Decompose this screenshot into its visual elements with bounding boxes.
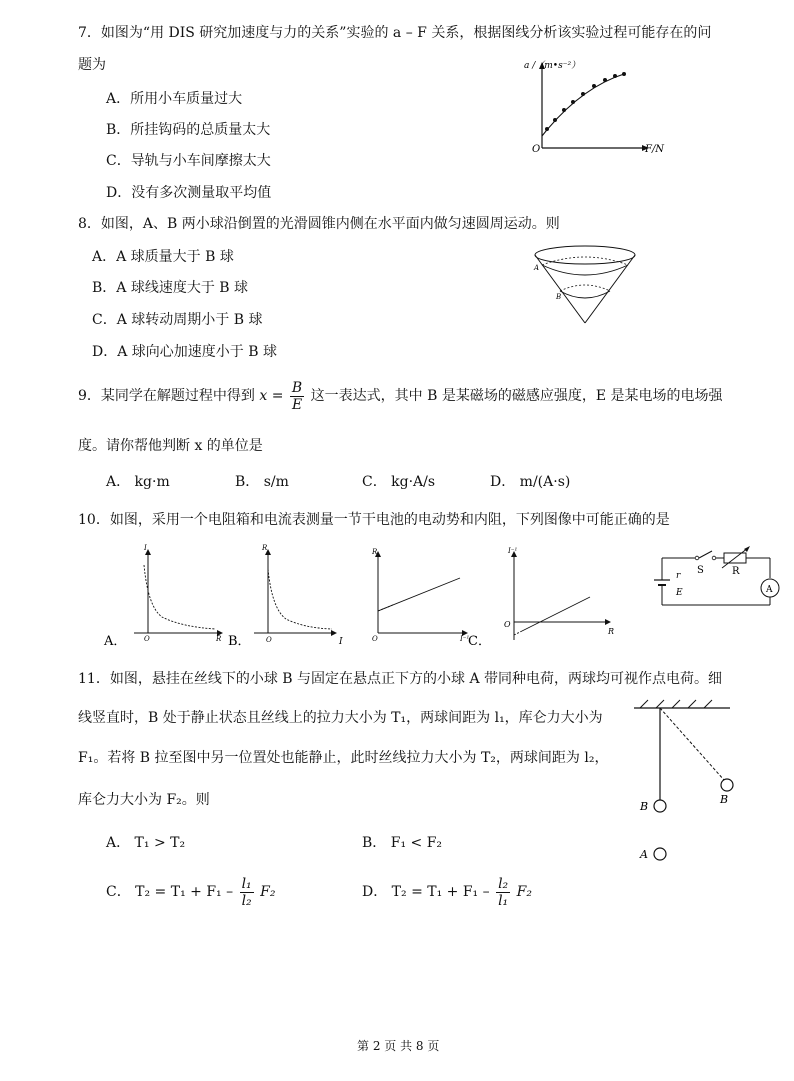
q7-option-b: B．所挂钩码的总质量太大: [106, 122, 271, 138]
q10d-xlabel: R: [608, 627, 615, 636]
q9-stem-line1: [78, 378, 723, 414]
q10-circuit: [650, 548, 790, 618]
q11-line2: 线竖直时，B 处于静止状态且丝线上的拉力大小为 T₁，两球间距为 l₁，库仑力大小为: [78, 710, 603, 726]
q7-graph-ylabel: a /（m•s⁻²）: [524, 61, 581, 71]
page-footer: 第 2 页 共 8 页: [357, 1039, 440, 1053]
q11-optd-num: l₂: [498, 875, 509, 892]
q11-label-b1: B: [640, 800, 649, 813]
q7-af-graph: [520, 58, 670, 158]
q11-optd-fraction: [496, 876, 510, 909]
q11-option-d: [362, 874, 532, 910]
q11-optc-num: l₁: [241, 875, 252, 892]
q11-line1: 11．如图，悬挂在丝线下的小球 B 与固定在悬点正下方的小球 A 带同种电荷，两球均可视作点电荷。细: [78, 671, 723, 687]
q10c-ylabel: R: [372, 548, 378, 556]
q11-figure: [630, 700, 740, 870]
q9-stem-post: 这一表达式，其中 B 是某磁场的磁感应强度，E 是某电场的电场强: [310, 388, 723, 404]
q10a-ylabel: I: [144, 544, 147, 552]
q8-label-a: A: [534, 264, 540, 272]
q7-option-a: A．所用小车质量过大: [106, 91, 243, 107]
q10a-origin: O: [144, 635, 150, 643]
q10b-option-label: B．: [228, 634, 251, 649]
q10c-origin: O: [372, 635, 378, 643]
q9-option-b: B． s/m: [235, 474, 289, 490]
q11-optd-den: l₁: [498, 892, 509, 909]
q10-circuit-s: S: [697, 565, 704, 576]
q10-circuit-rint: r: [676, 571, 681, 581]
q9-stem-line2: 度。请你帮他判断 x 的单位是: [78, 438, 263, 454]
q10b-xlabel: I: [339, 637, 343, 647]
q10a-xlabel: R: [216, 635, 222, 643]
q9-frac-num: B: [291, 379, 303, 396]
q11-optc-fraction: [240, 876, 254, 909]
q7-graph-origin: O: [532, 144, 541, 155]
q9-expr-lhs: x =: [259, 388, 284, 404]
q10d-origin: O: [504, 620, 511, 629]
q9-option-a: A． kg·m: [106, 474, 170, 490]
q9-stem-pre: 9．某同学在解题过程中得到: [78, 388, 255, 404]
q11-line4: 库仑力大小为 F₂。则: [78, 792, 210, 808]
q11-option-b: B． F₁ < F₂: [362, 835, 443, 851]
q11-label-a: A: [640, 848, 648, 861]
q7-option-d: D．没有多次测量取平均值: [106, 185, 272, 201]
q10-graph-a: [104, 545, 226, 650]
q7-option-c: C．导轨与小车间摩擦太大: [106, 153, 271, 169]
q7-graph-xlabel: F/N: [645, 144, 665, 155]
q10c-xlabel: I⁻¹: [460, 635, 470, 643]
q11-optc-den: l₂: [241, 892, 252, 909]
q10-graph-b: [228, 545, 350, 650]
q9-fraction: [290, 380, 304, 413]
q8-cone-figure: [532, 243, 642, 328]
q10-graph-c: [372, 545, 491, 650]
q9-frac-den: E: [291, 396, 303, 413]
q10-circuit-a: A: [766, 585, 773, 595]
q11-optc-pre: C． T₂ = T₁ + F₁ –: [106, 884, 234, 900]
q8-stem: 8．如图，A、B 两小球沿倒置的光滑圆锥内侧在水平面内做匀速圆周运动。则: [78, 216, 560, 232]
q11-line3: F₁。若将 B 拉至图中另一位置处也能静止，此时丝线拉力大小为 T₂，两球间距为 l₂，: [78, 750, 609, 766]
q10-circuit-e: E: [676, 588, 683, 598]
q10d-ylabel: I⁻¹: [508, 547, 518, 555]
q9-option-c: C． kg·A/s: [362, 474, 436, 490]
q8-option-b: B．A 球线速度大于 B 球: [92, 280, 249, 296]
q8-option-d: D．A 球向心加速度小于 B 球: [92, 344, 277, 360]
q7-stem-line1: 7．如图为“用 DIS 研究加速度与力的关系”实验的 a – F 关系，根据图线分析该实验过程可能存在的问: [78, 25, 712, 41]
q9-option-d: D． m/(A·s): [490, 474, 571, 490]
q10b-ylabel: R: [262, 544, 268, 552]
q11-optd-post: F₂: [516, 884, 532, 900]
q8-option-a: A．A 球质量大于 B 球: [92, 249, 234, 265]
q8-label-b: B: [556, 293, 562, 301]
q11-option-c: [106, 874, 275, 910]
q10a-option-label: A．: [104, 634, 127, 649]
q7-stem-line2: 题为: [78, 57, 106, 73]
q8-option-c: C．A 球转动周期小于 B 球: [92, 312, 263, 328]
q10c-option-label: C．: [468, 634, 491, 649]
q11-option-a: A． T₁ > T₂: [106, 835, 186, 851]
q11-optc-post: F₂: [260, 884, 276, 900]
q10-stem: 10．如图，采用一个电阻箱和电流表测量一节干电池的电动势和内阻，下列图像中可能正确的是: [78, 512, 670, 528]
q11-optd-pre: D． T₂ = T₁ + F₁ –: [362, 884, 490, 900]
q10-circuit-r: R: [732, 566, 740, 577]
q10-graph-d: [500, 545, 625, 650]
q10b-origin: O: [266, 636, 272, 644]
q11-label-b2: B: [720, 793, 729, 806]
